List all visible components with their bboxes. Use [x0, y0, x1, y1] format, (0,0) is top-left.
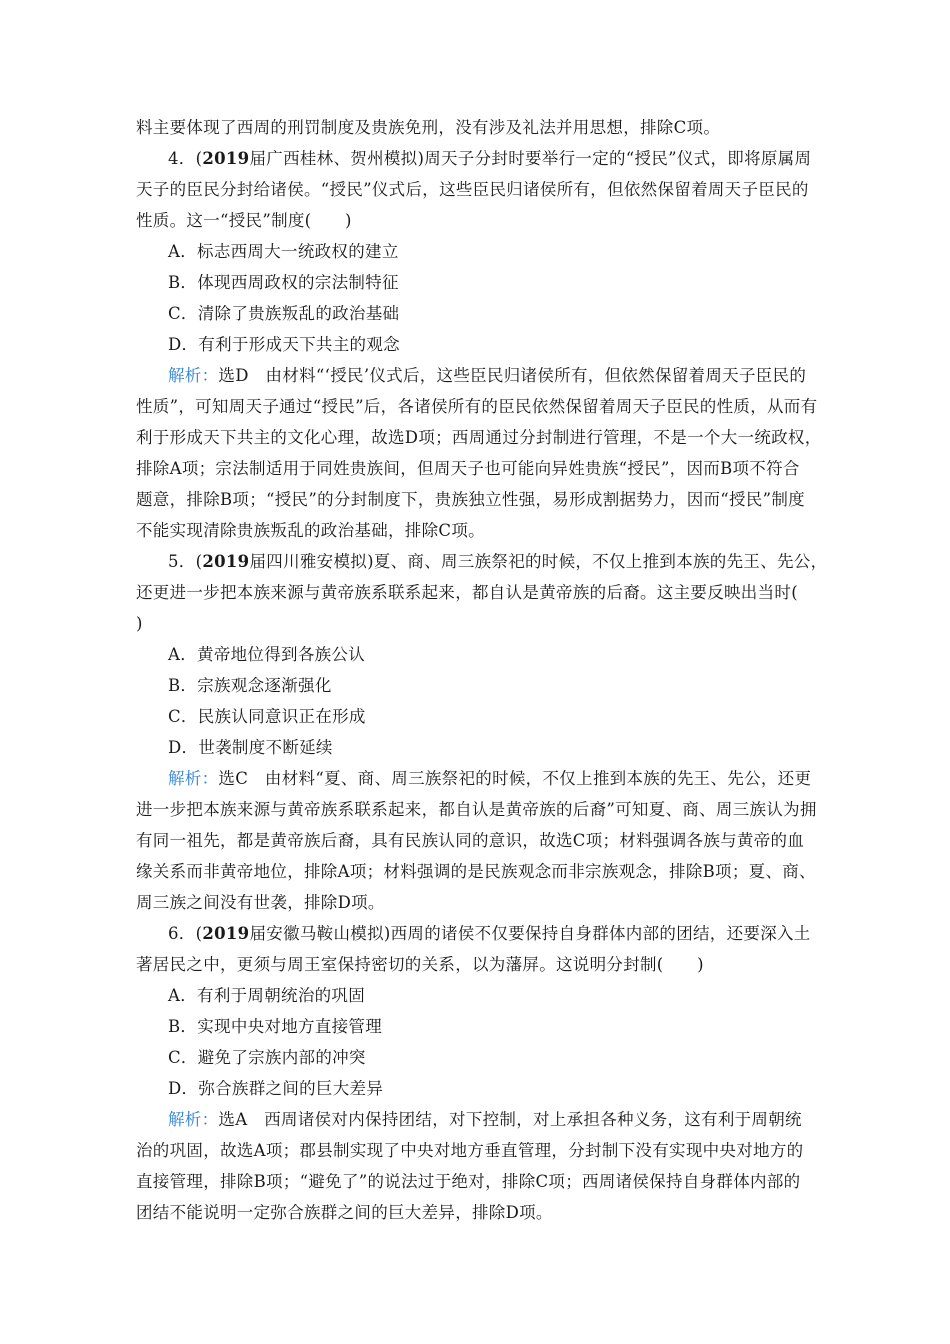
q4-analysis-line6: 不能实现清除贵族叛乱的政治基础，排除C项。	[136, 521, 485, 540]
q5-option-c: C．民族认同意识正在形成	[168, 707, 366, 726]
q4-stem-line1	[136, 143, 826, 174]
q4-analysis-text: 选D 由材料“‘授民’仪式后，这些臣民归诸侯所有，但依然保留着周天子臣民的	[218, 366, 807, 385]
q6-option-c: C．避免了宗族内部的冲突	[168, 1048, 366, 1067]
q5-option-b: B．宗族观念逐渐强化	[168, 676, 332, 695]
q4-analysis-line5: 题意，排除B项；“授民”的分封制度下，贵族独立性强，易形成割据势力，因而“授民”制度	[136, 490, 805, 509]
q6-analysis-line3: 直接管理，排除B项；“避免了”的说法过于绝对，排除C项；西周诸侯保持自身群体内部的	[136, 1172, 801, 1191]
q5-source-year: 2019	[202, 552, 250, 571]
q6-option-b: B．实现中央对地方直接管理	[168, 1017, 383, 1036]
q6-stem-line1	[136, 918, 826, 949]
q5-analysis-label: 解析：	[168, 769, 219, 788]
q4-option-d: D．有利于形成天下共主的观念	[168, 335, 400, 354]
q6-analysis-line4: 团结不能说明一定弥合族群之间的巨大差异，排除D项。	[136, 1203, 553, 1222]
q6-stem-text: 届安徽马鞍山模拟)西周的诸侯不仅要保持自身群体内部的团结，还要深入土	[249, 924, 811, 943]
q4-analysis-line1	[136, 360, 826, 391]
q4-stem-line3: 性质。这一“授民”制度( )	[136, 211, 352, 230]
q6-analysis-line2: 治的巩固，故选A项；郡县制实现了中央对地方垂直管理，分封制下没有实现中央对地方的	[136, 1141, 804, 1160]
q5-stem-line1	[136, 546, 826, 577]
q4-option-a: A．标志西周大一统政权的建立	[168, 242, 399, 261]
q4-option-b: B．体现西周政权的宗法制特征	[168, 273, 399, 292]
q4-option-c: C．清除了贵族叛乱的政治基础	[168, 304, 400, 323]
q6-source-year: 2019	[202, 924, 250, 943]
q4-number: 4．(	[168, 149, 203, 168]
q5-stem-text: 届四川雅安模拟)夏、商、周三族祭祀的时候，不仅上推到本族的先王、先公，	[249, 552, 828, 571]
q6-analysis-label: 解析：	[168, 1110, 219, 1129]
q6-option-a: A．有利于周朝统治的巩固	[168, 986, 366, 1005]
q4-stem-text: 届广西桂林、贺州模拟)周天子分封时要举行一定的“授民”仪式，即将原属周	[249, 149, 812, 168]
q4-analysis-label: 解析：	[168, 366, 219, 385]
q5-option-d: D．世袭制度不断延续	[168, 738, 333, 757]
q6-stem-line2: 著居民之中，更须与周王室保持密切的关系，以为藩屏。这说明分封制( )	[136, 955, 704, 974]
q5-option-a: A．黄帝地位得到各族公认	[168, 645, 366, 664]
q6-number: 6．(	[168, 924, 203, 943]
q5-number: 5．(	[168, 552, 203, 571]
q5-analysis-text: 选C 由材料“夏、商、周三族祭祀的时候，不仅上推到本族的先王、先公，还更	[218, 769, 812, 788]
q5-analysis-line5: 周三族之间没有世袭，排除D项。	[136, 893, 385, 912]
q5-analysis-line3: 有同一祖先，都是黄帝族后裔，具有民族认同的意识，故选C项；材料强调各族与黄帝的血	[136, 831, 805, 850]
q4-analysis-line4: 排除A项；宗法制适用于同姓贵族间，但周天子也可能向异姓贵族“授民”，因而B项不符合	[136, 459, 800, 478]
q4-source-year: 2019	[202, 149, 250, 168]
q5-analysis-line1	[136, 763, 826, 794]
document-page	[136, 112, 826, 1228]
intro-line: 料主要体现了西周的刑罚制度及贵族免刑，没有涉及礼法并用思想，排除C项。	[136, 118, 721, 137]
q5-stem-line3: )	[136, 614, 143, 633]
q6-analysis-text: 选A 西周诸侯对内保持团结，对下控制，对上承担各种义务，这有利于周朝统	[218, 1110, 802, 1129]
q5-analysis-line2: 进一步把本族来源与黄帝族系联系起来，都自认是黄帝族的后裔”可知夏、商、周三族认为拥	[136, 800, 817, 819]
q4-analysis-line2: 性质”，可知周天子通过“授民”后，各诸侯所有的臣民依然保留着周天子臣民的性质，从而有	[136, 397, 818, 416]
q5-stem-line2: 还更进一步把本族来源与黄帝族系联系起来，都自认是黄帝族的后裔。这主要反映出当时(	[136, 583, 798, 602]
q4-analysis-line3: 利于形成天下共主的文化心理，故选D项；西周通过分封制进行管理，不是一个大一统政权，	[136, 428, 822, 447]
q5-analysis-line4: 缘关系而非黄帝地位，排除A项；材料强调的是民族观念而非宗族观念，排除B项；夏、商、	[136, 862, 816, 881]
q4-stem-line2: 天子的臣民分封给诸侯。“授民”仪式后，这些臣民归诸侯所有，但依然保留着周天子臣民的	[136, 180, 809, 199]
q6-option-d: D．弥合族群之间的巨大差异	[168, 1079, 384, 1098]
q6-analysis-line1	[136, 1104, 826, 1135]
